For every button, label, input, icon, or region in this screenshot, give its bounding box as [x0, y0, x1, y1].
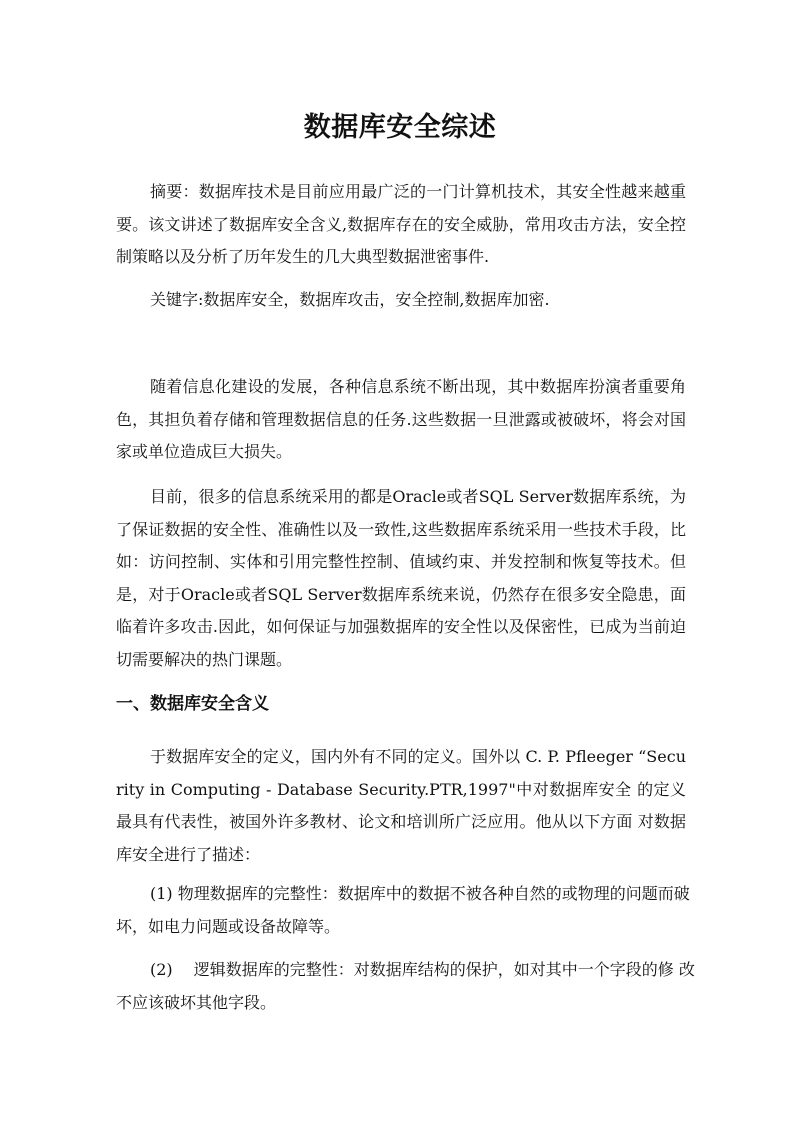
abstract-paragraph: 摘要：数据库技术是目前应用最广泛的一门计算机技术，其安全性越来越重要。该文讲述了数据库安全含义,数据库存在的安全威胁，常用攻击方法，安全控制策略以及分析了历年发生的几大典型数据泄密事件. [116, 182, 686, 266]
section-1-item-1: (1) 物理数据库的完整性：数据库中的数据不被各种自然的或物理的问题而破坏，如电力问题或设备故障等。 [116, 884, 690, 936]
document-title: 数据库安全综述 [303, 112, 497, 143]
intro-paragraph-2: 目前，很多的信息系统采用的都是Oracle或者SQL Server数据库系统，为了保证数据的安全性、准确性以及一致性,这些数据库系统采用一些技术手段，比如：访问控制、实体和引用完整性控制、值域约束、并发控制和恢复等技术。但是，对于Oracle或者SQL Server数据库系统来说，仍然存在很多安全隐患，面临着许多攻击.因此，如何保证与加强数据库的安全性以及保密性，已成为当前迫切需要解决的热门课题。 [116, 487, 686, 669]
keywords-paragraph: 关键字:数据库安全，数据库攻击，安全控制,数据库加密. [150, 290, 550, 309]
section-1-paragraph: 于数据库安全的定义，国内外有不同的定义。国外以 C. P. Pfleeger “Security in Computing - Database Security.PTR,1997"中对数据库安全 的定义最具有代表性，被国外许多教材、论文和培训所广泛应用。他从以下方面 对数据库安全进行了描述： [116, 747, 686, 864]
section-1-heading: 一、数据库安全含义 [116, 694, 269, 714]
section-1-item-2: (2) 逻辑数据库的完整性：对数据库结构的保护，如对其中一个字段的修 改不应该破坏其他字段。 [116, 960, 695, 1012]
intro-paragraph-1: 随着信息化建设的发展，各种信息系统不断出现，其中数据库扮演者重要角色，其担负着存储和管理数据信息的任务.这些数据一旦泄露或被破坏，将会对国家或单位造成巨大损失。 [116, 377, 686, 461]
